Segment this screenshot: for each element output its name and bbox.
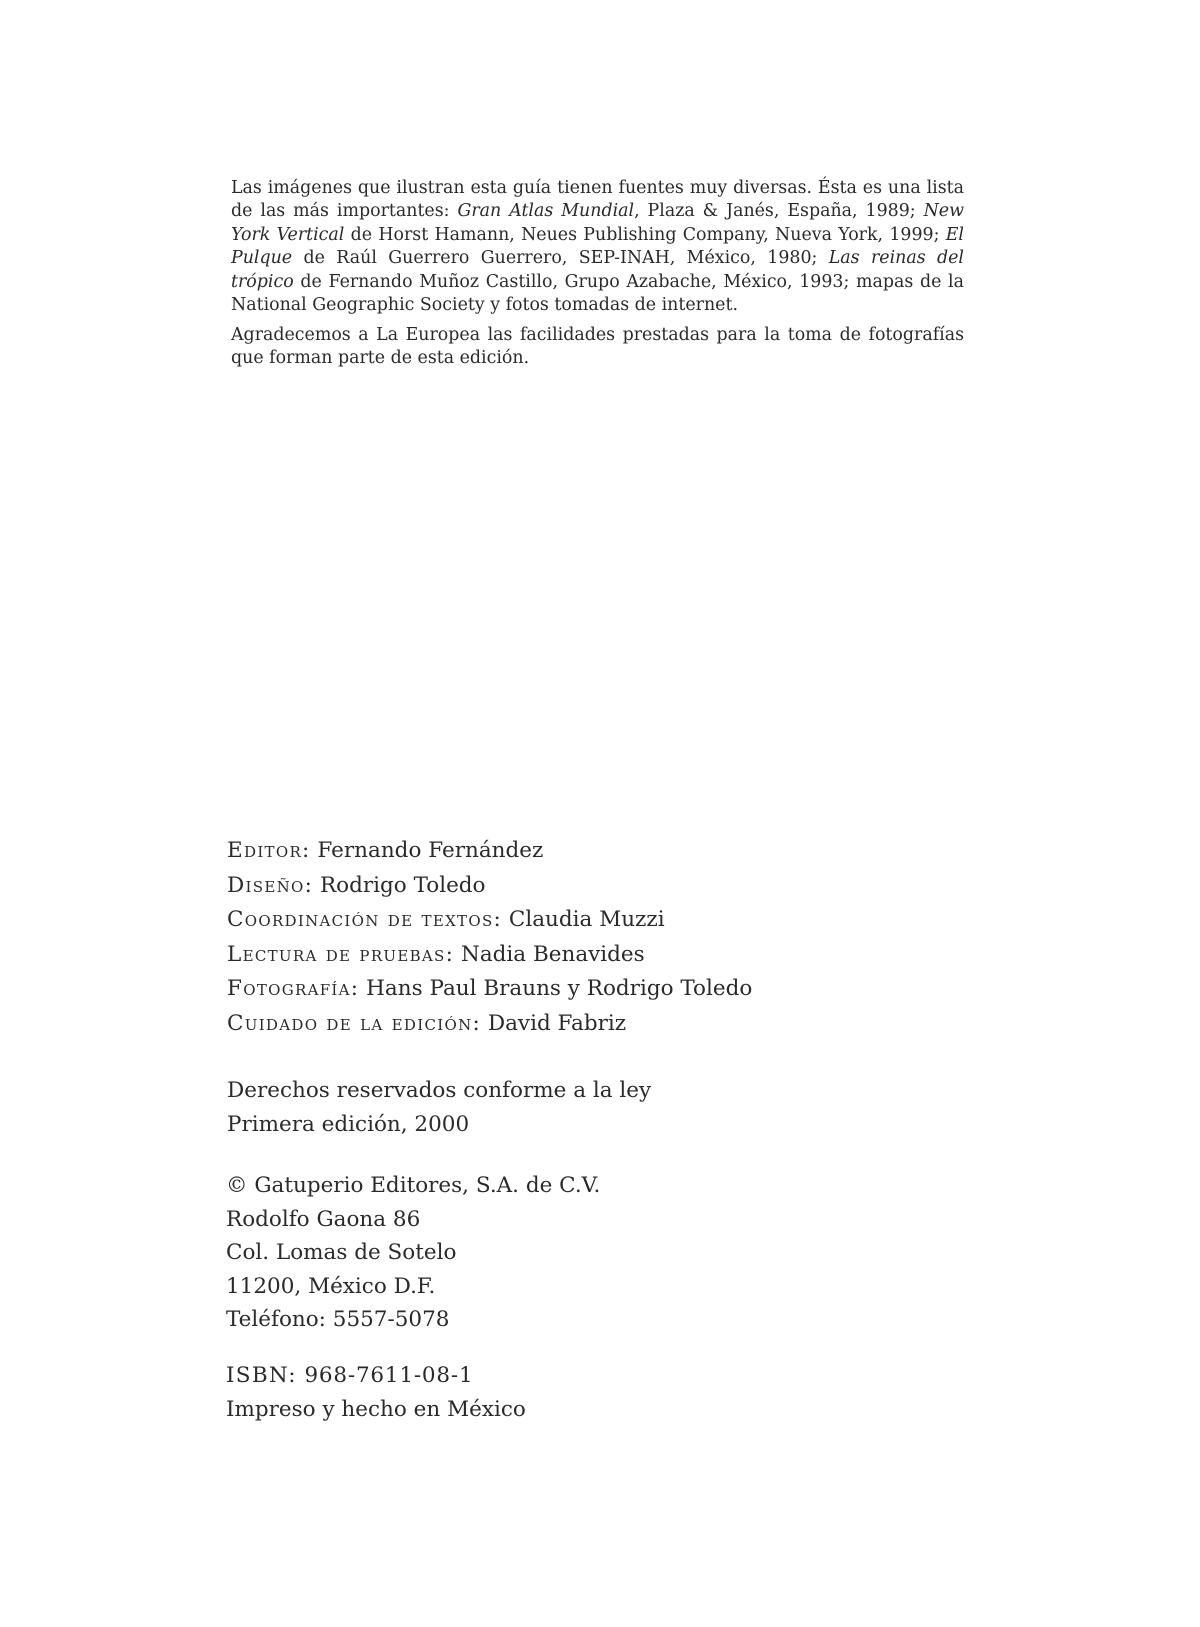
publisher-city: 11200, México D.F. bbox=[226, 1273, 436, 1299]
source-title: Las reinas del trópico bbox=[231, 248, 964, 292]
credit-name: Rodrigo Toledo bbox=[313, 872, 486, 898]
credit-editorial-care bbox=[227, 1007, 927, 1042]
source-title: New York Vertical bbox=[231, 201, 964, 245]
sources-text: de Fernando Muñoz Castillo, Grupo Azabache, México, 1993; mapas de la National Geographic Society y fotos tomadas de internet. bbox=[231, 271, 964, 316]
publisher-street: Rodolfo Gaona 86 bbox=[226, 1206, 421, 1232]
source-title: Gran Atlas Mundial bbox=[457, 201, 635, 222]
sources-text: , Plaza & Janés, España, 1989; bbox=[634, 201, 924, 222]
credit-name: Claudia Muzzi bbox=[502, 907, 665, 932]
isbn-label: ISBN: bbox=[226, 1363, 297, 1388]
credit-role: Coordinación de textos: bbox=[227, 907, 503, 932]
credit-name: Nadia Benavides bbox=[454, 941, 645, 967]
credit-role: Diseño: bbox=[227, 872, 314, 898]
credit-editor bbox=[227, 834, 927, 869]
credit-photography bbox=[227, 972, 927, 1007]
credit-role: Editor: bbox=[227, 838, 311, 863]
credit-name: David Fabriz bbox=[481, 1010, 627, 1036]
edition-info: Primera edición, 2000 bbox=[227, 1111, 470, 1137]
credit-name: Hans Paul Brauns y Rodrigo Toledo bbox=[359, 976, 753, 1001]
credit-design bbox=[227, 869, 927, 904]
legal-notice bbox=[227, 1074, 927, 1141]
isbn-number: 968-7611-08-1 bbox=[296, 1363, 474, 1388]
printed-in: Impreso y hecho en México bbox=[226, 1397, 526, 1422]
publisher-phone: Teléfono: 5557-5078 bbox=[226, 1307, 450, 1332]
acknowledgement-paragraph: Agradecemos a La Europea las facilidades prestadas para la toma de fotografías que forman parte de esta edición. bbox=[231, 325, 964, 369]
sources-text: de Horst Hamann, Neues Publishing Company, Nueva York, 1999; bbox=[344, 224, 946, 245]
publisher-address bbox=[226, 1169, 926, 1337]
sources-text: Las imágenes que ilustran esta guía tienen fuentes muy diversas. Ésta es una lista de las más importantes: bbox=[231, 178, 964, 222]
credit-role: Lectura de pruebas: bbox=[227, 941, 455, 967]
credit-name: Fernando Fernández bbox=[310, 838, 544, 863]
credit-proofreading bbox=[227, 938, 927, 973]
rights-reserved: Derechos reservados conforme a la ley bbox=[227, 1078, 652, 1103]
credits-list bbox=[227, 834, 927, 1041]
sources-text: de Raúl Guerrero Guerrero, SEP-INAH, México, 1980; bbox=[292, 248, 829, 269]
isbn-line bbox=[226, 1359, 926, 1393]
credit-text-coordination bbox=[227, 903, 927, 938]
publisher-colony: Col. Lomas de Sotelo bbox=[226, 1240, 457, 1265]
credit-role: Cuidado de la edición: bbox=[227, 1010, 482, 1036]
isbn-block bbox=[226, 1359, 926, 1427]
credit-role: Fotografía: bbox=[227, 976, 360, 1001]
image-sources-paragraph bbox=[231, 177, 964, 317]
publisher-name: © Gatuperio Editores, S.A. de C.V. bbox=[226, 1173, 601, 1198]
source-title: El Pulque bbox=[231, 224, 964, 269]
